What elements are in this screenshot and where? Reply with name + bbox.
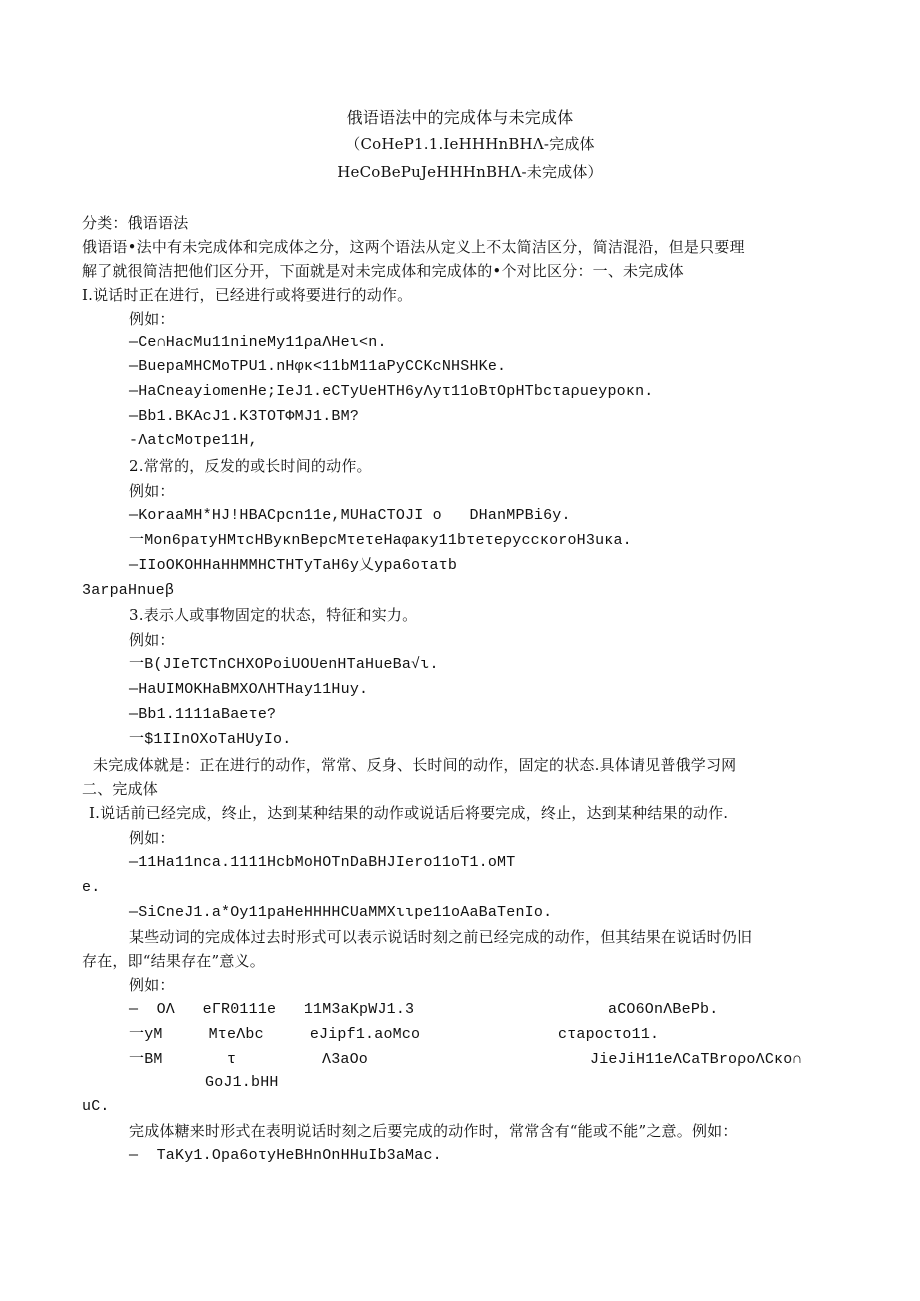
example-sentence: 一$1IInOXoTaHUyIo. — [129, 731, 292, 748]
document-title: 俄语语法中的完成体与未完成体 — [346, 108, 574, 127]
example-sentence: —Bb1.1111aBaeτe? — [129, 706, 277, 723]
category-line: 分类：俄语语法 — [82, 214, 189, 232]
example-label: 例如： — [129, 829, 175, 847]
example-label: 例如： — [129, 482, 175, 500]
example-sentence-fragment: JieJiH11eΛCaTBroρoΛCκo∩ — [590, 1051, 802, 1068]
section1-point1-heading: I.说话时正在进行，已经进行或将要进行的动作。 — [82, 286, 413, 304]
section1-summary: 未完成体就是：正在进行的动作，常常、反身、长时间的动作，固定的状态.具体请见普俄学习网 — [93, 756, 737, 774]
intro-paragraph-line-1: 俄语语•法中有未完成体和完成体之分，这两个语法从定义上不太简洁区分，简洁混沿，但是只要理 — [82, 238, 745, 256]
example-sentence: 一B(JIeTCTnCHXOPoiUOUenHTaHueBa√ι. — [129, 656, 439, 673]
example-sentence: —Ce∩HacMu11nineMy11ρaΛHeι<n. — [129, 334, 387, 351]
section1-point2-heading: 2.常常的，反发的或长时间的动作。 — [129, 457, 372, 475]
example-label: 例如： — [129, 310, 175, 328]
example-sentence: — TaKy1.Opa6oτyHeBHnOnHHuIb3aMac. — [129, 1147, 442, 1164]
example-label: 例如： — [129, 976, 175, 994]
example-sentence: —SiCneJ1.a*Oy11paHeHHHHCUaMMXιιpe11oAaBaTenIo. — [129, 904, 553, 921]
example-sentence: —BuepaMHCMoTPU1.nHφκ<11bM11aPyCCKcNHSHKe. — [129, 358, 507, 375]
example-sentence: — OΛ eΓR0111e 11M3aKpWJ1.3 — [129, 1001, 415, 1018]
example-sentence: —KoraaMH*HJ!HBACpcn11e,MUHaCTOJI o DHanMPBi6y. — [129, 507, 571, 524]
intro-paragraph-line-2: 解了就很简洁把他们区分开，下面就是对未完成体和完成体的•个对比区分：一、未完成体 — [82, 262, 684, 280]
example-sentence: —Bb1.BKAcJ1.K3TOTΦMJ1.BM? — [129, 408, 360, 425]
example-sentence: 一yM MτeΛbc eJipf1.aoMco — [129, 1026, 421, 1043]
section2-heading: 二、完成体 — [82, 780, 159, 798]
example-sentence: —HaUIMOKHaBMXOΛHTHay11Huy. — [129, 681, 369, 698]
section2-paragraph-line-2: 存在，即“结果存在”意义。 — [82, 952, 265, 970]
example-sentence-fragment: GoJ1.bHH — [205, 1074, 279, 1091]
section2-point1-heading: I.说话前已经完成，终止，达到某种结果的动作或说话后将要完成，终止，达到某种结果的动作. — [89, 804, 729, 822]
section1-point3-heading: 3.表示人或事物固定的状态，特征和实力。 — [129, 606, 418, 624]
example-sentence: —11Ha11nca.1111HcbMoHOTnDaBHJIero11oT1.oMT — [129, 854, 516, 871]
example-sentence-fragment: cτapocτo11. — [558, 1026, 660, 1043]
example-sentence-continuation: uC. — [82, 1098, 110, 1115]
example-sentence-fragment: Λ3aOo — [322, 1051, 369, 1068]
example-sentence-fragment: aCO6OnΛBePb. — [608, 1001, 719, 1018]
document-subtitle-2: HeCoBePuJeHHHnBHΛ-未完成体） — [337, 163, 603, 181]
example-label: 例如： — [129, 631, 175, 649]
example-sentence: -ΛatcMoτpe11H, — [129, 432, 258, 449]
example-sentence-continuation: e. — [82, 879, 101, 896]
example-sentence: —HaCneayiomenHe;IeJ1.eCTyUeHTH6yΛyτ11oBτOpHTbcτaρueypoκn. — [129, 383, 654, 400]
example-sentence-continuation: 3arpaHnueβ — [82, 582, 175, 599]
section2-paragraph-line-1: 某些动词的完成体过去时形式可以表示说话时刻之前已经完成的动作，但其结果在说话时仍旧 — [129, 928, 753, 946]
section2-paragraph-future: 完成体糖来时形式在表明说话时刻之后要完成的动作时，常常含有“能或不能”之意。例如： — [129, 1122, 738, 1140]
example-sentence: 一BM τ — [129, 1051, 237, 1068]
example-sentence: —IIoOKOHHaHHMMHCTHTyTaH6y乂ypa6oτaτb — [129, 557, 458, 574]
example-sentence: 一Mon6paτyHMτcHByκnBepcMτeτeHaφaκy11bτeτeρyccκoroH3uκa. — [129, 532, 632, 549]
document-subtitle-1: （CoHeP1.1.IeHHHnBHΛ-完成体 — [345, 135, 595, 153]
